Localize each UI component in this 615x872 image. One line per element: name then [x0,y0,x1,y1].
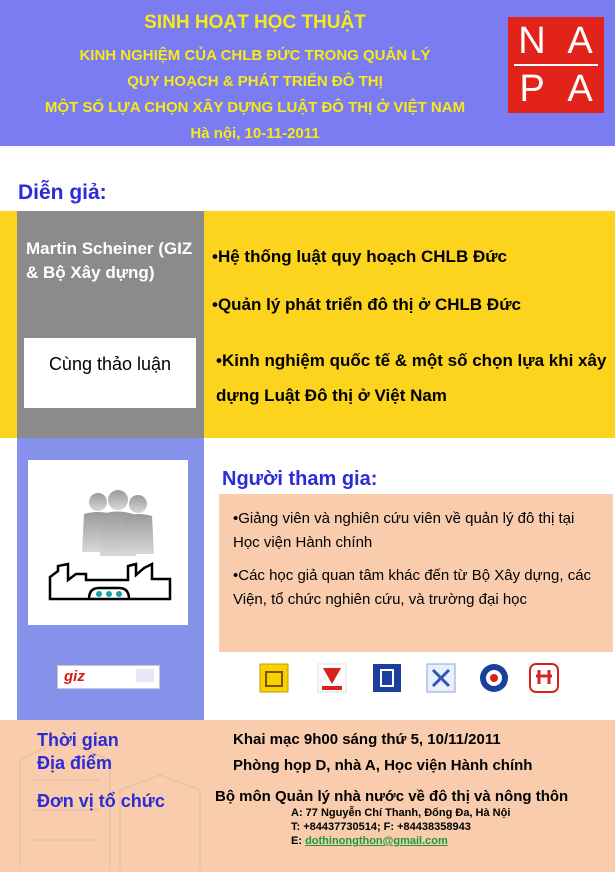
email-link[interactable]: dothinongthon@gmail.com [305,835,448,847]
illustration-card [28,460,188,625]
time-label: Thời gian [37,730,119,750]
building-windows [96,591,122,597]
university-logo-3-icon [371,662,403,694]
university-logo-1-icon [258,662,290,694]
address-line: A: 77 Nguyễn Chí Thanh, Đống Đa, Hà Nội [291,807,511,819]
participant-item: •Các học giả quan tâm khác đến từ Bộ Xây dựng, các Viện, tổ chức nghiên cứu, và trường đại học [233,567,592,608]
participants-heading: Người tham gia: [222,468,378,490]
subtitle-line-2: QUY HOẠCH & PHÁT TRIỂN ĐÔ THỊ [127,73,383,90]
university-logo-5-icon [478,662,510,694]
place-label: Địa điểm [37,753,113,773]
topic-item: •Hệ thống luật quy hoạch CHLB Đức [212,247,507,266]
subtitle-line-1: KINH NGHIỆM CỦA CHLB ĐỨC TRONG QUẢN LÝ [79,47,431,64]
partner-flag-icon [136,669,154,682]
logo-letter: N [518,20,546,62]
giz-logo-text: giz [64,668,85,685]
topic-item: •Quản lý phát triển đô thị ở CHLB Đức [212,295,521,314]
header-banner [0,0,615,146]
organizer-value: Bộ môn Quản lý nhà nước về đô thị và nông thôn [215,788,569,805]
organizer-label: Đơn vị tổ chức [37,791,165,811]
logo-letter: P [519,68,545,110]
speaker-name: Martin Scheiner (GIZ & Bộ Xây dựng) [26,239,193,282]
people-silhouette-icon [82,490,154,556]
event-title: SINH HOẠT HỌC THUẬT [144,12,366,33]
discussion-label: Cùng thảo luận [48,354,172,374]
place-value: Phòng họp D, nhà A, Học viện Hành chính [233,757,533,774]
people-building-illustration [28,460,188,625]
event-date: Hà nội, 10-11-2011 [190,125,320,142]
participant-item: •Giảng viên và nghiên cứu viên về quản lý đô thị tại Học viện Hành chính [233,510,575,551]
time-value: Khai mạc 9h00 sáng thứ 5, 10/11/2011 [233,731,501,748]
email-prefix: E: [291,835,306,847]
speakers-heading: Diễn giả: [18,181,107,204]
footer-info [0,720,615,872]
napa-logo [508,17,604,113]
discussion-box [24,338,196,408]
university-logo-4-icon [425,662,457,694]
email-line [291,835,448,847]
topic-item: •Kinh nghiệm quốc tế & một số chọn lựa khi xây dựng Luật Đô thị ở Việt Nam [216,351,607,405]
phone-line: T: +84437730514; F: +84438358943 [291,821,471,833]
giz-logo-strip [57,665,160,689]
university-logo-6-icon [528,662,560,694]
logo-letter: A [567,68,593,110]
subtitle-line-3: MỘT SỐ LỰA CHỌN XÂY DỰNG LUẬT ĐÔ THỊ Ở VIỆT NAM [44,99,466,116]
logo-letter: A [567,20,593,62]
university-logo-2-icon [316,662,348,694]
participants-box [219,494,613,652]
